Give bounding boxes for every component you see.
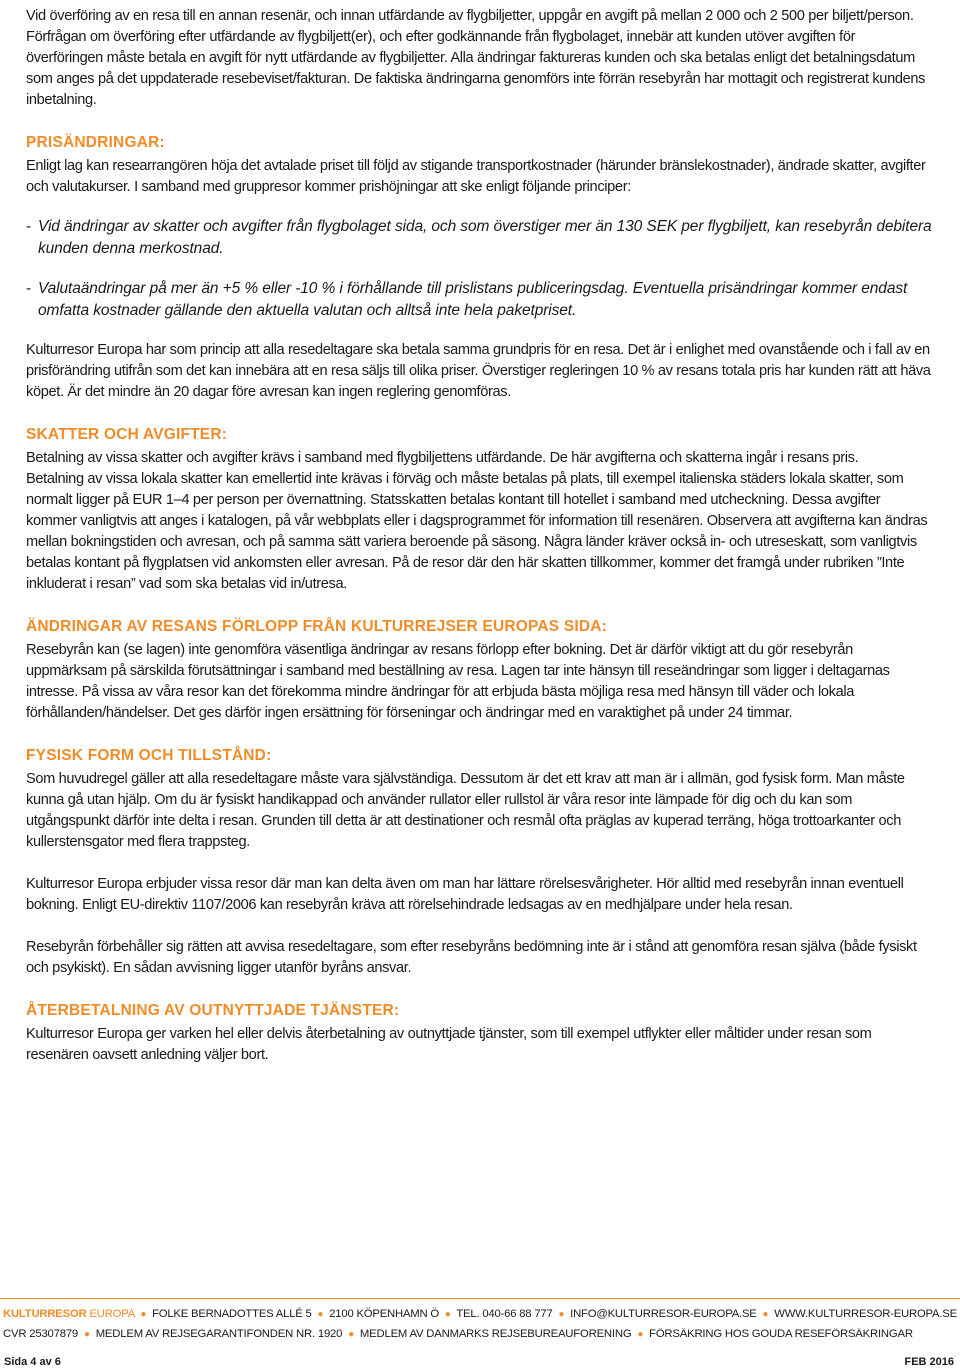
footer-website[interactable]: WWW.KULTURRESOR-EUROPA.SE xyxy=(774,1308,957,1320)
prisandringar-bullet-1 xyxy=(26,216,934,260)
section-heading-prisandringar: PRISÄNDRINGAR: xyxy=(26,134,165,151)
bullet-dot-icon: ● xyxy=(140,1309,147,1320)
footer-legal-row xyxy=(3,1326,957,1343)
bullet-dash: - xyxy=(26,280,32,297)
footer-brand: KULTURRESOR EUROPA xyxy=(3,1308,135,1320)
skatter-paragraph-2: Betalning av vissa lokala skatter kan emellertid inte krävas i förväg och måste betalas på plats, till exempel italienska städers lokala skatter, som normalt ligger på EUR 1–4 per person per övernattning. Statsskatten betalas kontant till hotellet i samband med utcheckning. Dessa avgifter kommer vanligtvis att anges i katalogen, på vår webbplats eller i dagsprogrammet för information till resenären. Observera att avgifterna kan ändras mellan bokningstiden och avresan, och på samma sätt variera beroende på säsong. Några länder kräver också in- och utreseskatt, som vanligtvis betalas kontant på flygplatsen vid ankomsten eller avresan. På de resor där den här skatten tillkommer, kommer det framgå under rubriken ”Inte inkluderat i resan” vad som ska betalas vid in/utresa. xyxy=(26,471,928,592)
footer-address: FOLKE BERNADOTTES ALLÉ 5 xyxy=(152,1308,312,1320)
footer-contact-row xyxy=(3,1306,957,1323)
prisandringar-paragraph-1: Enligt lag kan researrangören höja det avtalade priset till följd av stigande transportkostnader (härunder bränslekostnader), ändrade skatter, avgifter och valutakurser. I samband med gruppresor kommer prishöjningar att ske enligt följande principer: xyxy=(26,158,926,195)
footer-cvr: CVR 25307879 xyxy=(3,1328,79,1340)
footer-insurance: FÖRSÄKRING HOS GOUDA RESEFÖRSÄKRINGAR xyxy=(649,1328,913,1340)
intro-paragraph: Vid överföring av en resa till en annan resenär, och innan utfärdande av flygbiljetter, uppgår en avgift på mellan 2 000 och 2 500 per biljett/person. Förfrågan om överföring efter utfärdande av flygbiljett(er), och efter godkännande från flygbolaget, innebär att kunden utöver avgiften för överföringen måste betala en avgift för nytt utfärdande av flygbiljetter. Alla ändringar faktureras kunden och ska betalas enligt det betalningsdatum som anges på det uppdaterade resebeviset/fakturan. De faktiska ändringarna genomförs inte förrän resebyrån har mottagit och registrerat kundens inbetalning. xyxy=(26,8,926,108)
prisandringar-paragraph-2: Kulturresor Europa har som princip att alla resedeltagare ska betala samma grundpris för en resa. Det är i enlighet med ovanstående och i fall av en prisförändring utifrån som det kan innebära att en resa säljs till olika priser. Överstiger regleringen 10 % av resans totala pris har kunden rätt att häva köpet. Är det mindre än 20 dagar före avresan kan ingen reglering genomföras. xyxy=(26,342,931,400)
bullet-dot-icon: ● xyxy=(637,1329,644,1340)
bullet-dot-icon: ● xyxy=(444,1309,451,1320)
bullet-dot-icon: ● xyxy=(83,1329,90,1340)
document-date: FEB 2016 xyxy=(904,1356,954,1368)
bullet-dot-icon: ● xyxy=(762,1309,769,1320)
section-heading-fysisk: FYSISK FORM OCH TILLSTÅND: xyxy=(26,747,272,764)
document-body xyxy=(26,6,934,1066)
page-number: Sida 4 av 6 xyxy=(4,1356,61,1368)
footer-divider xyxy=(0,1298,960,1299)
andringar-paragraph-1: Resebyrån kan (se lagen) inte genomföra väsentliga ändringar av resans förlopp efter bokning. Det är därför viktigt att du gör resebyrån uppmärksam på särskilda förutsättningar i samband med beställning av resa. Lagen tar inte hänsyn till reseändringar som ligger i deltagarnas intresse. På vissa av våra resor kan det förekomma mindre ändringar för att erbjuda bästa möjliga resa med hänsyn till väder och lokala förhållanden/händelser. Det ges därför ingen ersättning för förseningar och ändringar med en varaktighet på under 24 timmar. xyxy=(26,642,890,721)
footer-phone: TEL. 040-66 88 777 xyxy=(456,1308,553,1320)
footer-city: 2100 KÖPENHAMN Ö xyxy=(329,1308,439,1320)
skatter-paragraph-1: Betalning av vissa skatter och avgifter krävs i samband med flygbiljettens utfärdande. De här avgifterna och skatterna ingår i resans pris. xyxy=(26,450,859,466)
aterbetalning-paragraph-1: Kulturresor Europa ger varken hel eller delvis återbetalning av outnyttjade tjänster, som till exempel utflykter eller måltider under resan som resenären oavsett anledning väljer bort. xyxy=(26,1026,872,1063)
bullet-dot-icon: ● xyxy=(317,1309,324,1320)
footer-email[interactable]: INFO@KULTURRESOR-EUROPA.SE xyxy=(570,1308,757,1320)
bullet-text: Valutaändringar på mer än +5 % eller -10 % i förhållande till prislistans publiceringsdag. Eventuella prisändringar kommer endast omfatta kostnader gällande den aktuella valutan och alltså inte hela paketpriset. xyxy=(38,280,908,319)
bullet-dash: - xyxy=(26,218,32,235)
bullet-text: Vid ändringar av skatter och avgifter från flygbolaget sida, och som överstiger mer än 130 SEK per flygbiljett, kan resebyrån debitera kunden denna merkostnad. xyxy=(38,218,932,257)
section-heading-skatter: SKATTER OCH AVGIFTER: xyxy=(26,426,228,443)
prisandringar-bullet-2 xyxy=(26,278,934,322)
fysisk-paragraph-2: Kulturresor Europa erbjuder vissa resor där man kan delta även om man har lättare rörelsesvårigheter. Hör alltid med resebyrån innan eventuell bokning. Enligt EU-direktiv 1107/2006 kan resebyrån kräva att rörelsehindrade ledsagas av en medhjälpare under hela resan. xyxy=(26,876,904,913)
fysisk-paragraph-1: Som huvudregel gäller att alla resedeltagare måste vara självständiga. Dessutom är det ett krav att man är i allmän, god fysisk form. Man måste kunna gå utan hjälp. Om du är fysiskt handikappad och använder rullator eller rullstol är våra resor inte lämpade för dig och du kan som utgångspunkt därför inte delta i resan. Grunden till detta är att destinationer och resmål ofta präglas av kuperad terräng, höga trottoarkanter och kullerstensgator med flera trappsteg. xyxy=(26,771,905,850)
section-heading-aterbetalning: ÅTERBETALNING AV OUTNYTTJADE TJÄNSTER: xyxy=(26,1002,400,1019)
bullet-dot-icon: ● xyxy=(348,1329,354,1340)
footer-member-1: MEDLEM AV REJSEGARANTIFONDEN NR. 1920 xyxy=(95,1328,343,1340)
footer-member-2: MEDLEM AV DANMARKS REJSEBUREAUFORENING xyxy=(359,1328,632,1340)
fysisk-paragraph-3: Resebyrån förbehåller sig rätten att avvisa resedeltagare, som efter resebyråns bedömning inte är i stånd att genomföra resan själva (både fysiskt och psykiskt). En sådan avvisning ligger utanför byråns ansvar. xyxy=(26,939,917,976)
bullet-dot-icon: ● xyxy=(558,1309,565,1320)
section-heading-andringar: ÄNDRINGAR AV RESANS FÖRLOPP FRÅN KULTURREJSER EUROPAS SIDA: xyxy=(26,618,608,635)
